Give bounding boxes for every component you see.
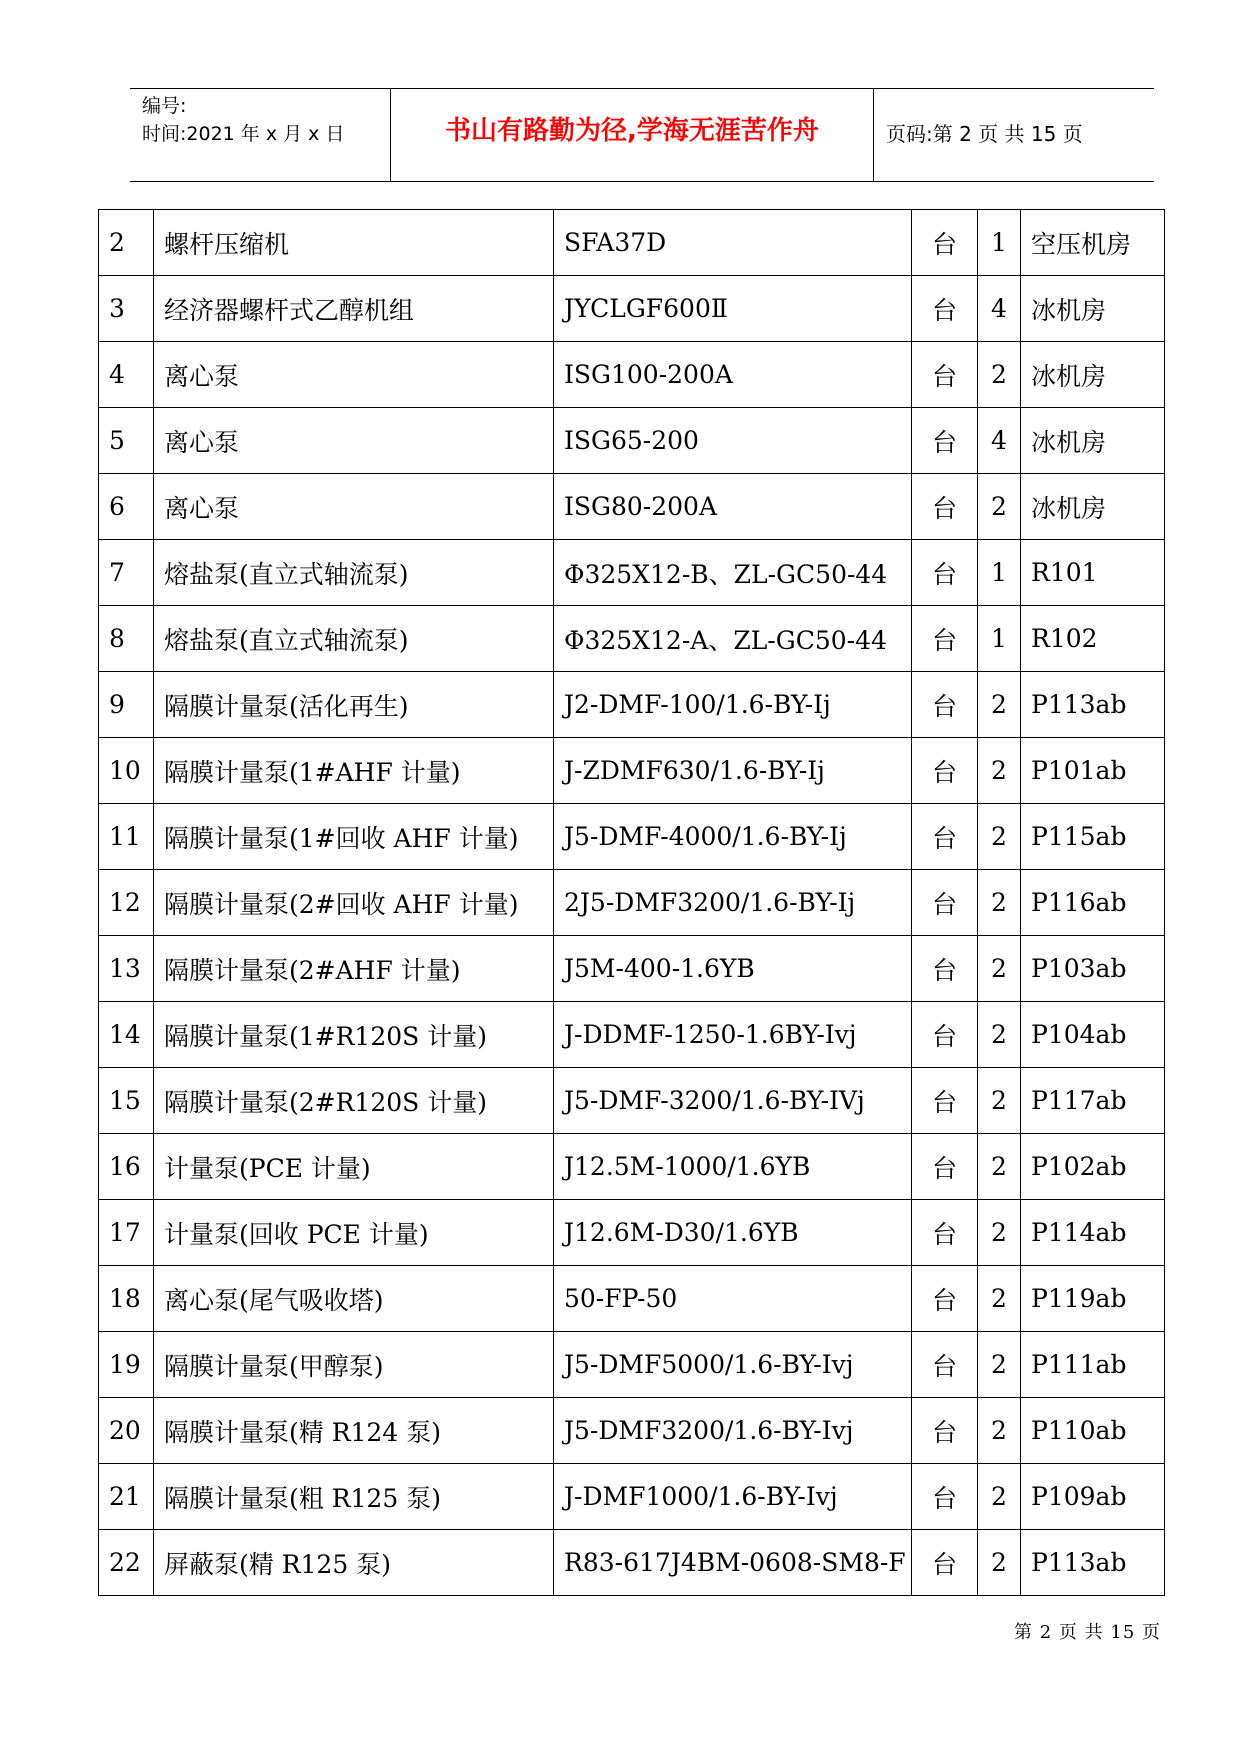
cell-unit: 台	[912, 276, 978, 342]
cell-unit: 台	[912, 870, 978, 936]
cell-model: J2-DMF-100/1.6-BY-Ij	[554, 672, 912, 738]
cell-location: P109ab	[1021, 1464, 1165, 1530]
cell-number: 11	[99, 804, 154, 870]
cell-model: R83-617J4BM-0608-SM8-F	[554, 1530, 912, 1596]
time-label: 时间:2021 年 x 月 x 日	[142, 123, 345, 145]
cell-equipment-name: 隔膜计量泵(2#R120S 计量)	[154, 1068, 554, 1134]
cell-quantity: 2	[978, 672, 1021, 738]
cell-equipment-name: 隔膜计量泵(2#AHF 计量)	[154, 936, 554, 1002]
cell-location: P101ab	[1021, 738, 1165, 804]
cell-unit: 台	[912, 606, 978, 672]
cell-equipment-name: 熔盐泵(直立式轴流泵)	[154, 606, 554, 672]
cell-unit: 台	[912, 210, 978, 276]
table-row	[99, 474, 1165, 540]
cell-unit: 台	[912, 1134, 978, 1200]
cell-model: J5-DMF-4000/1.6-BY-Ij	[554, 804, 912, 870]
header-bottom-rule	[130, 181, 1154, 182]
cell-number: 10	[99, 738, 154, 804]
cell-quantity: 2	[978, 342, 1021, 408]
table-row	[99, 870, 1165, 936]
cell-model: Φ325X12-B、ZL-GC50-44	[554, 540, 912, 606]
cell-model: J-ZDMF630/1.6-BY-Ij	[554, 738, 912, 804]
cell-model: ISG100-200A	[554, 342, 912, 408]
header-meta	[142, 92, 344, 148]
table-row	[99, 1068, 1165, 1134]
cell-location: P116ab	[1021, 870, 1165, 936]
cell-model: Φ325X12-A、ZL-GC50-44	[554, 606, 912, 672]
cell-number: 2	[99, 210, 154, 276]
cell-equipment-name: 离心泵(尾气吸收塔)	[154, 1266, 554, 1332]
cell-equipment-name: 隔膜计量泵(1#AHF 计量)	[154, 738, 554, 804]
cell-equipment-name: 离心泵	[154, 474, 554, 540]
cell-number: 22	[99, 1530, 154, 1596]
cell-model: J-DDMF-1250-1.6BY-Ivj	[554, 1002, 912, 1068]
cell-location: R101	[1021, 540, 1165, 606]
header-divider-right	[873, 88, 874, 181]
cell-quantity: 2	[978, 474, 1021, 540]
table-row	[99, 804, 1165, 870]
cell-location: P117ab	[1021, 1068, 1165, 1134]
cell-number: 18	[99, 1266, 154, 1332]
table-row	[99, 408, 1165, 474]
cell-location: P103ab	[1021, 936, 1165, 1002]
cell-equipment-name: 隔膜计量泵(粗 R125 泵)	[154, 1464, 554, 1530]
cell-unit: 台	[912, 1332, 978, 1398]
cell-equipment-name: 隔膜计量泵(2#回收 AHF 计量)	[154, 870, 554, 936]
cell-equipment-name: 经济器螺杆式乙醇机组	[154, 276, 554, 342]
cell-model: J-DMF1000/1.6-BY-Ivj	[554, 1464, 912, 1530]
cell-number: 6	[99, 474, 154, 540]
table-row	[99, 1134, 1165, 1200]
table-row	[99, 606, 1165, 672]
cell-model: J12.5M-1000/1.6YB	[554, 1134, 912, 1200]
cell-quantity: 1	[978, 540, 1021, 606]
cell-quantity: 2	[978, 1464, 1021, 1530]
header-divider-left	[390, 88, 391, 181]
cell-number: 12	[99, 870, 154, 936]
equipment-table-body	[99, 210, 1165, 1596]
table-row	[99, 1530, 1165, 1596]
cell-location: 冰机房	[1021, 276, 1165, 342]
serial-label: 编号:	[142, 95, 187, 117]
cell-equipment-name: 隔膜计量泵(1#回收 AHF 计量)	[154, 804, 554, 870]
cell-number: 5	[99, 408, 154, 474]
cell-model: J5-DMF5000/1.6-BY-Ivj	[554, 1332, 912, 1398]
cell-quantity: 2	[978, 1200, 1021, 1266]
cell-location: P104ab	[1021, 1002, 1165, 1068]
page-footer: 第 2 页 共 15 页	[1014, 1622, 1161, 1643]
cell-quantity: 2	[978, 1266, 1021, 1332]
cell-unit: 台	[912, 1068, 978, 1134]
cell-unit: 台	[912, 1266, 978, 1332]
cell-number: 14	[99, 1002, 154, 1068]
equipment-table	[98, 209, 1165, 1596]
cell-quantity: 2	[978, 1530, 1021, 1596]
cell-location: R102	[1021, 606, 1165, 672]
cell-equipment-name: 离心泵	[154, 342, 554, 408]
cell-location: 冰机房	[1021, 474, 1165, 540]
cell-number: 13	[99, 936, 154, 1002]
cell-equipment-name: 离心泵	[154, 408, 554, 474]
cell-number: 3	[99, 276, 154, 342]
cell-unit: 台	[912, 672, 978, 738]
table-row	[99, 1200, 1165, 1266]
cell-model: ISG80-200A	[554, 474, 912, 540]
cell-number: 21	[99, 1464, 154, 1530]
cell-equipment-name: 隔膜计量泵(活化再生)	[154, 672, 554, 738]
cell-unit: 台	[912, 936, 978, 1002]
cell-model: J5-DMF-3200/1.6-BY-IVj	[554, 1068, 912, 1134]
cell-quantity: 2	[978, 804, 1021, 870]
cell-unit: 台	[912, 474, 978, 540]
cell-model: J5-DMF3200/1.6-BY-Ivj	[554, 1398, 912, 1464]
cell-equipment-name: 隔膜计量泵(精 R124 泵)	[154, 1398, 554, 1464]
table-row	[99, 1266, 1165, 1332]
cell-location: P113ab	[1021, 672, 1165, 738]
cell-location: P111ab	[1021, 1332, 1165, 1398]
cell-quantity: 2	[978, 870, 1021, 936]
cell-unit: 台	[912, 804, 978, 870]
cell-number: 4	[99, 342, 154, 408]
cell-quantity: 2	[978, 1002, 1021, 1068]
cell-quantity: 1	[978, 606, 1021, 672]
cell-quantity: 2	[978, 738, 1021, 804]
cell-number: 9	[99, 672, 154, 738]
cell-model: SFA37D	[554, 210, 912, 276]
cell-number: 16	[99, 1134, 154, 1200]
cell-equipment-name: 螺杆压缩机	[154, 210, 554, 276]
cell-unit: 台	[912, 540, 978, 606]
cell-quantity: 2	[978, 1068, 1021, 1134]
cell-quantity: 2	[978, 1332, 1021, 1398]
cell-number: 7	[99, 540, 154, 606]
table-row	[99, 936, 1165, 1002]
cell-location: 冰机房	[1021, 408, 1165, 474]
cell-number: 19	[99, 1332, 154, 1398]
table-row	[99, 342, 1165, 408]
table-row	[99, 1332, 1165, 1398]
table-row	[99, 540, 1165, 606]
cell-unit: 台	[912, 1398, 978, 1464]
cell-number: 17	[99, 1200, 154, 1266]
table-row	[99, 1398, 1165, 1464]
cell-unit: 台	[912, 342, 978, 408]
cell-number: 15	[99, 1068, 154, 1134]
cell-location: P119ab	[1021, 1266, 1165, 1332]
cell-model: JYCLGF600Ⅱ	[554, 276, 912, 342]
cell-quantity: 2	[978, 936, 1021, 1002]
cell-unit: 台	[912, 408, 978, 474]
table-row	[99, 210, 1165, 276]
cell-location: 冰机房	[1021, 342, 1165, 408]
cell-equipment-name: 熔盐泵(直立式轴流泵)	[154, 540, 554, 606]
cell-unit: 台	[912, 1464, 978, 1530]
cell-equipment-name: 计量泵(PCE 计量)	[154, 1134, 554, 1200]
cell-equipment-name: 隔膜计量泵(甲醇泵)	[154, 1332, 554, 1398]
table-row	[99, 276, 1165, 342]
cell-location: 空压机房	[1021, 210, 1165, 276]
table-row	[99, 672, 1165, 738]
table-row	[99, 1464, 1165, 1530]
cell-model: 50-FP-50	[554, 1266, 912, 1332]
cell-unit: 台	[912, 738, 978, 804]
cell-model: J5M-400-1.6YB	[554, 936, 912, 1002]
cell-equipment-name: 隔膜计量泵(1#R120S 计量)	[154, 1002, 554, 1068]
table-row	[99, 738, 1165, 804]
cell-unit: 台	[912, 1530, 978, 1596]
table-row	[99, 1002, 1165, 1068]
cell-equipment-name: 屏蔽泵(精 R125 泵)	[154, 1530, 554, 1596]
cell-location: P113ab	[1021, 1530, 1165, 1596]
cell-location: P114ab	[1021, 1200, 1165, 1266]
cell-number: 20	[99, 1398, 154, 1464]
cell-model: 2J5-DMF3200/1.6-BY-Ij	[554, 870, 912, 936]
cell-quantity: 1	[978, 210, 1021, 276]
cell-model: J12.6M-D30/1.6YB	[554, 1200, 912, 1266]
cell-quantity: 2	[978, 1134, 1021, 1200]
cell-equipment-name: 计量泵(回收 PCE 计量)	[154, 1200, 554, 1266]
cell-model: ISG65-200	[554, 408, 912, 474]
cell-quantity: 4	[978, 276, 1021, 342]
header-page-info: 页码:第 2 页 共 15 页	[886, 122, 1083, 146]
cell-unit: 台	[912, 1200, 978, 1266]
cell-unit: 台	[912, 1002, 978, 1068]
cell-number: 8	[99, 606, 154, 672]
cell-location: P115ab	[1021, 804, 1165, 870]
header-motto: 书山有路勤为径,学海无涯苦作舟	[445, 116, 819, 146]
cell-quantity: 4	[978, 408, 1021, 474]
cell-location: P102ab	[1021, 1134, 1165, 1200]
cell-location: P110ab	[1021, 1398, 1165, 1464]
cell-quantity: 2	[978, 1398, 1021, 1464]
header-top-rule	[130, 88, 1154, 89]
